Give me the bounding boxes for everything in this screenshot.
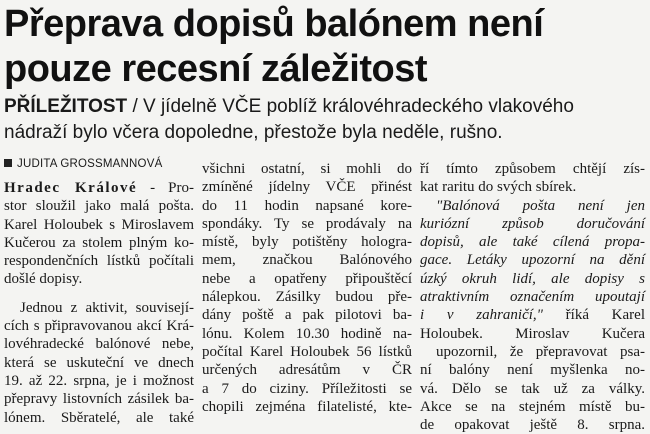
- col3-line: Holoubek. Miroslav Kučera: [420, 325, 645, 342]
- col3-line: vá. Dělo se tak už za války.: [420, 380, 645, 397]
- col2-line: a 7 do ciziny. Příležitosti se: [202, 380, 412, 397]
- col2-line: mem, značkou Balónového: [202, 252, 412, 269]
- column-3: [420, 160, 645, 434]
- col2-line: nebe a opatřeny připouštěcí: [202, 270, 412, 287]
- col1-line: cích s připravovanou akcí Krá-: [4, 318, 194, 335]
- col3-line: kat raritu do svých sbírek.: [420, 179, 577, 196]
- col3-line: upozornil, že přepravovat psa-: [436, 343, 645, 360]
- quote-line: úzký okruh lidí, ale dopisy s: [420, 270, 645, 287]
- col1-line: Jednou z aktivit, souvisejí-: [20, 299, 194, 316]
- col1-line: 19. až 22. srpna, je i možnost: [4, 372, 194, 389]
- column-2: [202, 160, 412, 416]
- lead-paragraph: [4, 94, 644, 146]
- quote-line: dopisů, ale také cílená propa-: [420, 234, 645, 251]
- col2-line: do 11 hodin napsané kore-: [202, 197, 412, 214]
- col3-line: ní balóny není myšlenka no-: [420, 362, 645, 379]
- byline-author: JUDITA GROSSMANNOVÁ: [17, 158, 163, 170]
- col3-line: Akce se na stejném místě bu-: [420, 398, 645, 415]
- headline: [4, 2, 644, 92]
- col1-line: stor sloužil jako malá pošta.: [4, 198, 194, 215]
- col3-line: de opakovat ještě 8. srpna.: [420, 417, 645, 434]
- col1-line: Kučerou za stolem plným ko-: [4, 234, 194, 251]
- headline-line-2: pouze recesní záležitost: [4, 48, 428, 90]
- quote-line: atraktivním označením upoutají: [420, 289, 645, 306]
- column-1: [4, 179, 194, 427]
- col1-line: přepravy listovních zásilek ba-: [4, 391, 194, 408]
- col1-line: lónem. Sběratelé, ale také: [4, 409, 194, 426]
- col2-line: spondáky. Ty se prodávaly na: [202, 215, 412, 232]
- lead-line-2: nádraží bylo včera dopoledne, přestože byla neděle, rušno.: [4, 122, 503, 143]
- dateline: Hradec Králové: [4, 180, 138, 196]
- col2-line: určených adresátům v ČR: [202, 362, 412, 379]
- quote-line: "Balónová pošta není jen: [436, 197, 645, 214]
- col1-line: lovéhradecké balónové nebe,: [4, 336, 194, 353]
- col3-line: i v zahraničí," říká Karel: [420, 307, 645, 324]
- col1-line: respondenčních lístků počítali: [4, 253, 194, 270]
- col2-line: dány poště a pak pilotovi ba-: [202, 307, 412, 324]
- col1-line: Karel Holoubek s Miroslavem: [4, 216, 194, 233]
- col1-line: Hradec Králové - Pro-: [4, 180, 195, 196]
- col2-line: počítal Karel Holoubek 56 lístků: [202, 343, 412, 360]
- quote-line: gace. Letáky upozorní na dění: [420, 252, 645, 269]
- col3-line: ří tímto způsobem chtějí zís-: [420, 161, 645, 177]
- lead-line-1: / V jídelně VČE poblíž královéhradeckého vlakového: [127, 96, 574, 117]
- byline: [4, 158, 162, 170]
- square-bullet-icon: [4, 159, 12, 167]
- col2-line: zmíněné jídelny VČE přinést: [202, 179, 412, 196]
- col2-line: místě, byly potištěny hologra-: [202, 234, 412, 251]
- quote-line: kuriózní způsob doručování: [420, 215, 645, 232]
- col2-line: lónu. Kolem 10.30 hodině na-: [202, 325, 412, 342]
- col1-line: došlé dopisy.: [4, 271, 83, 288]
- col2-line: chopili zejména filatelisté, kte-: [202, 398, 412, 415]
- col2-line: všichni ostatní, si mohli do: [202, 161, 412, 177]
- col2-line: nálepkou. Zásilky budou pře-: [202, 289, 412, 306]
- headline-line-1: Přeprava dopisů balónem není: [4, 3, 544, 45]
- col1-line: která se uskuteční ve dnech: [4, 354, 194, 371]
- lead-kicker: PŘÍLEŽITOST: [4, 96, 128, 117]
